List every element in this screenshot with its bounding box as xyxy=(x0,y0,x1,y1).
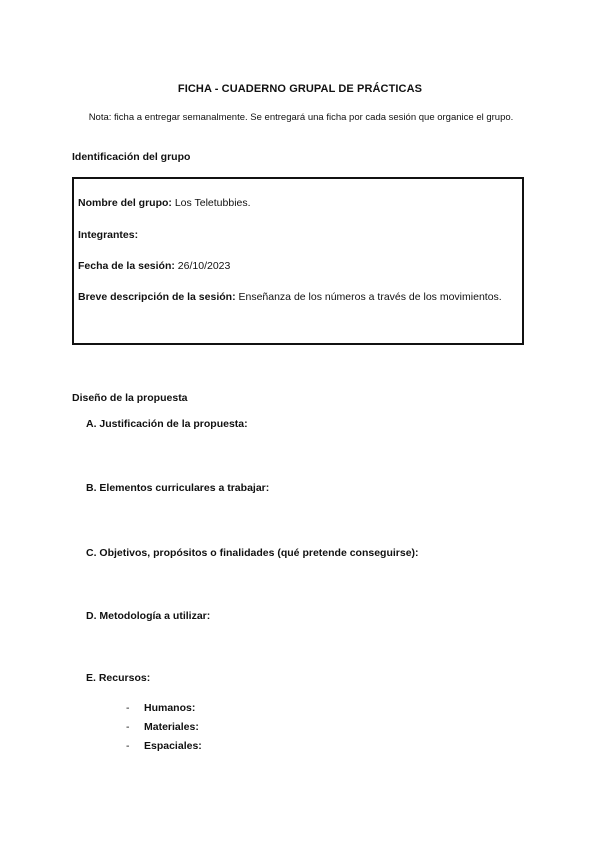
bullet-dash: - xyxy=(126,740,130,752)
resource-materials-label: Materiales: xyxy=(144,721,199,733)
session-date-value: 26/10/2023 xyxy=(177,260,231,272)
identification-box xyxy=(72,177,524,345)
bullet-dash: - xyxy=(126,721,130,733)
identification-heading: Identificación del grupo xyxy=(72,151,191,163)
bullet-dash: - xyxy=(126,702,130,714)
resource-spaces xyxy=(126,740,246,754)
session-description-value: Enseñanza de los números a través de los movimientos. xyxy=(238,291,502,303)
session-description-label: Breve descripción de la sesión: xyxy=(78,291,236,303)
group-name-value: Los Teletubbies. xyxy=(174,197,251,209)
session-description-field xyxy=(78,288,520,307)
section-b-curricular-elements: B. Elementos curriculares a trabajar: xyxy=(86,482,270,494)
members-field xyxy=(78,229,138,241)
group-name-label: Nombre del grupo: xyxy=(78,197,172,209)
resource-spaces-label: Espaciales: xyxy=(144,740,202,752)
section-a-justification: A. Justificación de la propuesta: xyxy=(86,418,248,430)
document-title: FICHA - CUADERNO GRUPAL DE PRÁCTICAS xyxy=(177,83,423,95)
resource-materials xyxy=(126,721,246,735)
session-date-field xyxy=(78,260,230,272)
session-date-label: Fecha de la sesión: xyxy=(78,260,175,272)
section-d-methodology: D. Metodología a utilizar: xyxy=(86,610,211,622)
resource-human-label: Humanos: xyxy=(144,702,196,714)
section-c-objectives: C. Objetivos, propósitos o finalidades (qué pretende conseguirse): xyxy=(86,547,419,559)
submission-note: Nota: ficha a entregar semanalmente. Se entregará una ficha por cada sesión que organice el grupo. xyxy=(88,112,514,123)
members-label: Integrantes: xyxy=(78,229,139,241)
group-name-field xyxy=(78,197,251,209)
design-heading: Diseño de la propuesta xyxy=(72,392,188,404)
section-e-resources: E. Recursos: xyxy=(86,672,151,684)
resource-human xyxy=(126,702,246,716)
